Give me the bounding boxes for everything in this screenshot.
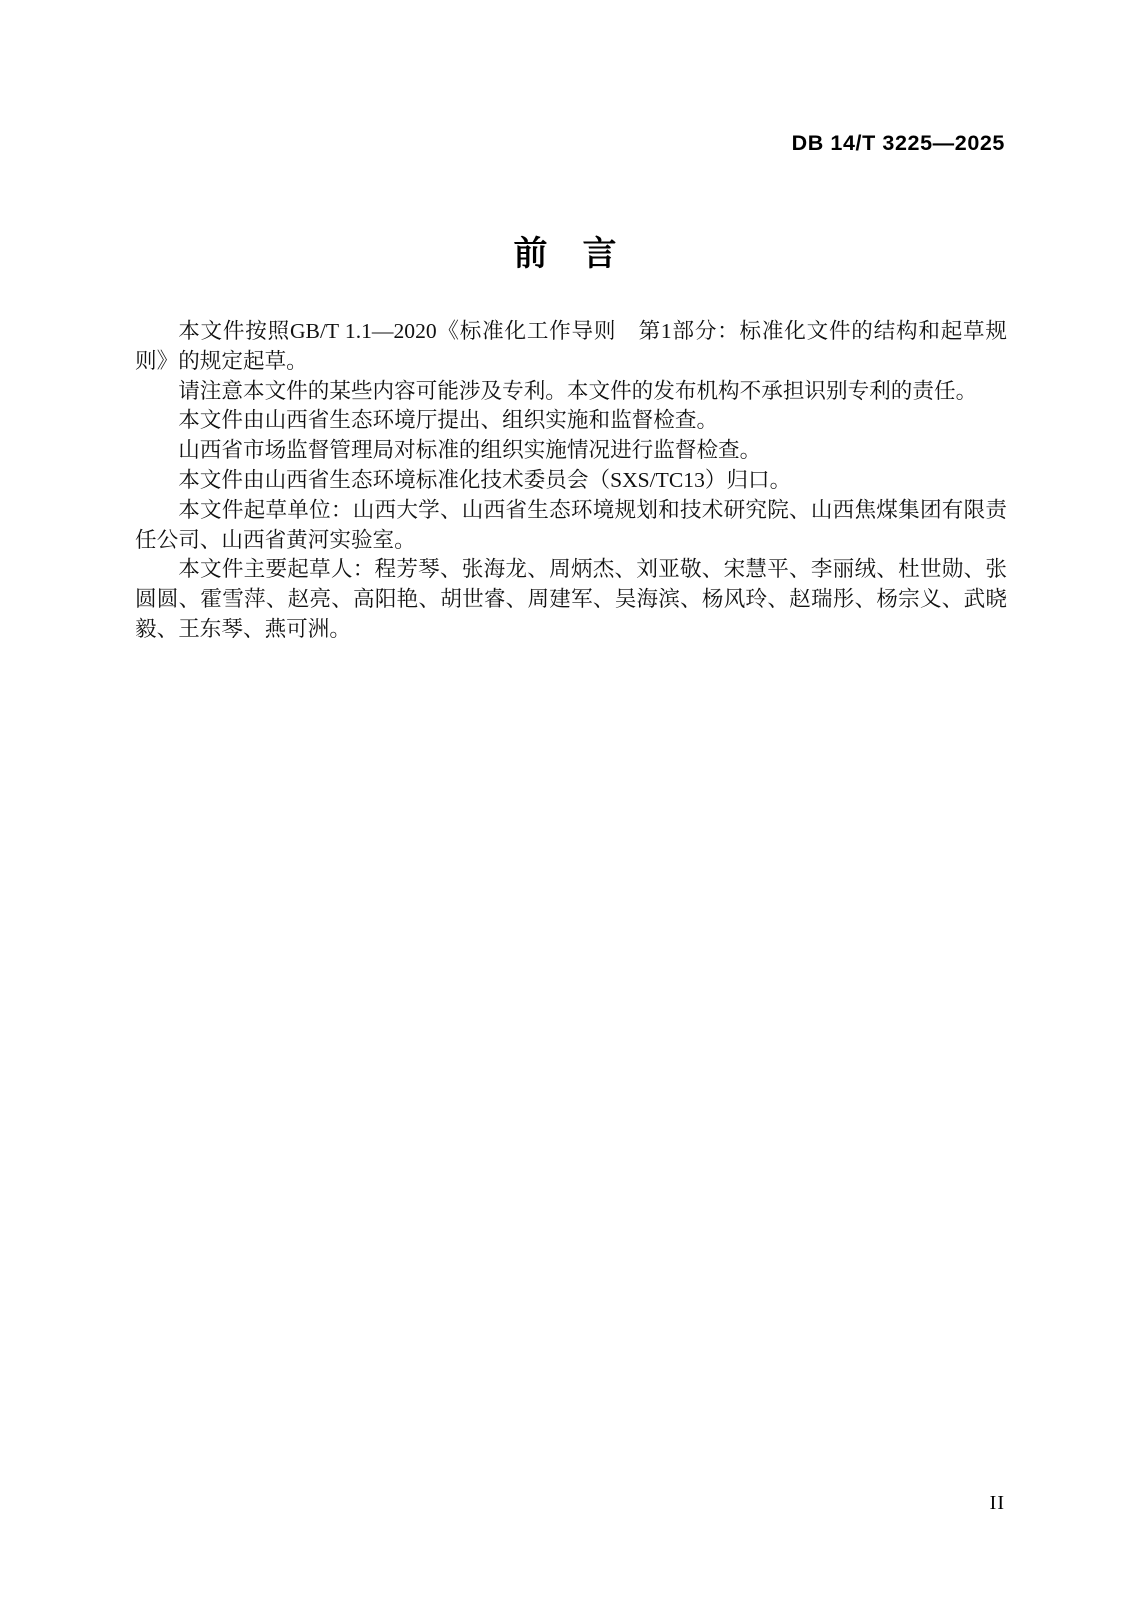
paragraph-technical-committee: 本文件由山西省生态环境标准化技术委员会（SXS/TC13）归口。	[178, 467, 792, 492]
page-number-value: II	[989, 1492, 1005, 1514]
page-title-char-1: 前	[513, 235, 549, 273]
paragraph-patent-notice: 请注意本文件的某些内容可能涉及专利。本文件的发布机构不承担识别专利的责任。	[178, 378, 978, 403]
paragraph-drafting-units: 本文件起草单位：山西大学、山西省生态环境规划和技术研究院、山西焦煤集团有限责任公司、山西省黄河实验室。	[135, 497, 1007, 552]
paragraph-proposing-body: 本文件由山西省生态环境厅提出、组织实施和监督检查。	[178, 408, 719, 433]
running-header	[135, 131, 1005, 157]
page-title-char-2: 言	[582, 235, 618, 273]
standard-number: DB 14/T 3225—2025	[791, 131, 1005, 155]
paragraph-supervising-body: 山西省市场监督管理局对标准的组织实施情况进行监督检查。	[178, 438, 762, 463]
page-title	[0, 226, 1131, 275]
foreword-body	[135, 317, 1007, 645]
paragraph-standard-basis: 本文件按照GB/T 1.1—2020《标准化工作导则 第1部分：标准化文件的结构和起草规则》的规定起草。	[135, 319, 1007, 373]
page-number-footer	[135, 1492, 1005, 1515]
paragraph-main-drafters: 本文件主要起草人：程芳琴、张海龙、周炳杰、刘亚敬、宋慧平、李丽绒、杜世勋、张圆圆、霍雪萍、赵亮、高阳艳、胡世睿、周建军、吴海滨、杨风玲、赵瑞彤、杨宗义、武晓毅、王东琴、燕可洲。	[135, 557, 1007, 641]
